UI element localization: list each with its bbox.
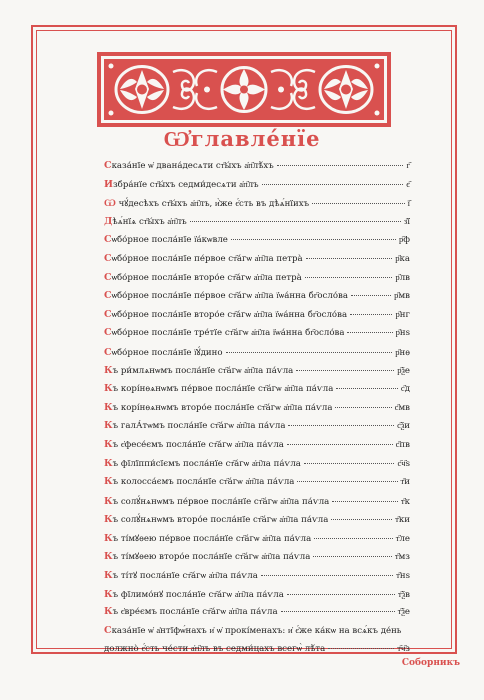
toc-entry-title bbox=[104, 550, 310, 562]
dot-leader bbox=[306, 257, 393, 259]
drop-initial: К bbox=[104, 476, 113, 488]
toc-page-number: г҃ bbox=[406, 161, 410, 171]
dot-leader bbox=[297, 480, 397, 482]
toc-entry-label: збра́нїе ст҃ы́хъ седми́десѧти а҆п҃лъ bbox=[112, 179, 259, 190]
toc-entry-title bbox=[104, 513, 328, 525]
toc-entry-title bbox=[104, 402, 332, 413]
drop-initial: К bbox=[104, 420, 113, 432]
toc-entry-title bbox=[104, 532, 311, 544]
footer-catchword: Соборникъ bbox=[401, 658, 460, 668]
toc-entry-label: каза́нїе ѡ҆ а҆нтїфѡ́нахъ и҆ ѡ҆ прокі́менахъ: и҆ є҆́же ка́кѡ на всѧ́къ де́нь bbox=[111, 625, 402, 636]
toc-entry-title bbox=[104, 476, 294, 487]
toc-entry[interactable] bbox=[104, 606, 410, 625]
toc-page-number: т҃ки bbox=[395, 515, 410, 526]
dot-leader bbox=[288, 424, 394, 426]
page-title: Ѡ҆главле́нїе bbox=[163, 126, 321, 151]
toc-entry-title bbox=[104, 439, 284, 450]
drop-initial: С bbox=[104, 308, 112, 320]
drop-initial: С bbox=[104, 327, 112, 339]
dot-leader bbox=[190, 220, 401, 222]
toc-entry-title bbox=[104, 606, 278, 617]
toc-entry[interactable] bbox=[104, 476, 410, 495]
drop-initial: К bbox=[104, 588, 113, 600]
toc-page-number: ї҃ bbox=[407, 199, 410, 210]
toc-page-number: т҃мз bbox=[394, 552, 410, 563]
dot-leader bbox=[314, 537, 392, 539]
toc-entry-title bbox=[104, 569, 258, 581]
toc-entry-title bbox=[104, 253, 303, 264]
toc-entry[interactable] bbox=[104, 179, 410, 198]
drop-initial: С bbox=[104, 346, 112, 358]
toc-entry-label: ъ фїлимо́нꙋ посла́нїе ст҃а́гѡ а҆п҃ла па́ѵла bbox=[112, 589, 284, 600]
drop-initial: К bbox=[104, 383, 113, 395]
toc-entry[interactable] bbox=[104, 402, 410, 421]
dot-leader bbox=[331, 518, 392, 520]
toc-entry[interactable] bbox=[104, 365, 410, 384]
toc-entry-label: ъ є҆вре́ємъ посла́нїе ст҃а́гѡ а҆п҃ла па́ѵла bbox=[112, 607, 278, 618]
toc-entry-label: чꙋ́десѣхъ ст҃ы́хъ а҆п҃лъ, и҆̀же є҆́сть въ дѣѧ́нїихъ bbox=[115, 199, 310, 210]
toc-page-number: с҃ѯи bbox=[397, 421, 410, 432]
drop-initial: К bbox=[104, 606, 113, 618]
dot-leader bbox=[332, 500, 398, 502]
dot-leader bbox=[231, 238, 396, 240]
toc-entry-label: ъ солꙋ́нѧнѡмъ второ́е посла́нїе ст҃а́гѡ а҆п҃ла па́ѵла bbox=[112, 515, 329, 526]
toc-page-number: р҃мв bbox=[394, 291, 410, 302]
toc-entry-label-continued: должно̀ є҆́сть че́сти а҆п҃лъ въ седми́цахъ всегѡ̀ лѣ́та bbox=[104, 644, 326, 655]
dot-leader bbox=[304, 462, 395, 464]
toc-page-number: р҃нг bbox=[395, 309, 410, 320]
toc-page-number: с҃ч҃ѕ bbox=[397, 458, 410, 469]
toc-entry-label: ъ корі́нѳѧнѡмъ пе́рвое посла́нїе ст҃а́гѡ а҆п҃ла па́ѵла bbox=[112, 384, 334, 395]
toc-entry-label: ѡбо́рное посла́нїе тре́тїе ст҃а́гѡ а҆п҃ла ї҆ѡа́нна бг҃осло́ва bbox=[111, 328, 345, 339]
toc-page-number: р҃нѕ bbox=[395, 328, 410, 339]
toc-entry[interactable] bbox=[104, 290, 410, 309]
dot-leader bbox=[328, 647, 394, 649]
toc-entry-title bbox=[104, 327, 344, 338]
toc-entry-title bbox=[104, 458, 301, 469]
toc-entry-title bbox=[104, 365, 293, 376]
toc-entry-label: ѡбо́рное посла́нїе второ́е ст҃а́гѡ а҆п҃ла петра̀ bbox=[111, 272, 302, 283]
toc-entry-label: ѡбо́рное посла́нїе ї҆а́кѡвле bbox=[111, 235, 228, 246]
dot-leader bbox=[351, 294, 391, 296]
toc-entry-title bbox=[104, 495, 329, 507]
toc-page-number: т҃нѕ bbox=[396, 571, 410, 582]
toc-entry-title bbox=[104, 216, 187, 227]
toc-page-number: т҃ч҃з bbox=[397, 644, 410, 655]
toc-entry[interactable] bbox=[104, 458, 410, 477]
drop-initial: К bbox=[104, 514, 113, 526]
toc-entry[interactable] bbox=[104, 234, 410, 253]
toc-page-number: т҃ле bbox=[395, 533, 410, 544]
dot-leader bbox=[312, 202, 405, 204]
dot-leader bbox=[261, 574, 393, 576]
toc-entry-title bbox=[104, 160, 274, 171]
toc-entry-title bbox=[104, 197, 309, 209]
dot-leader bbox=[335, 406, 391, 408]
toc-entry-title bbox=[104, 346, 223, 358]
toc-page-number: с҃д bbox=[400, 384, 410, 395]
dot-leader bbox=[296, 369, 394, 371]
toc-page-number: з҃ї bbox=[403, 216, 410, 227]
toc-entry-title bbox=[104, 309, 347, 320]
drop-initial: К bbox=[104, 401, 113, 413]
drop-initial: Ѡ bbox=[104, 198, 116, 210]
toc-entry-label: ъ галА́тѡмъ посла́нїе ст҃а́гѡ а҆п҃ла па́ѵла bbox=[112, 421, 286, 432]
toc-entry[interactable] bbox=[104, 216, 410, 235]
toc-entry-label: ъ солꙋ́нѧнѡмъ пе́рвое посла́нїе ст҃а́гѡ а҆п҃ла па́ѵла bbox=[112, 496, 330, 507]
toc-entry-label: ъ ті́тꙋ посла́нїе ст҃а́гѡ а҆п҃ла па́ѵла bbox=[112, 571, 258, 582]
toc-entry[interactable] bbox=[104, 383, 410, 402]
toc-entry[interactable] bbox=[104, 253, 410, 272]
dot-leader bbox=[350, 313, 392, 315]
toc-entry[interactable] bbox=[104, 327, 410, 346]
drop-initial: К bbox=[104, 364, 113, 376]
dot-leader bbox=[287, 593, 395, 595]
toc-entry-label: ъ колосса́ємъ посла́нїе ст҃а́гѡ а҆п҃ла па́ѵла bbox=[112, 477, 295, 488]
drop-initial: С bbox=[104, 160, 112, 171]
toc-entry-title bbox=[104, 420, 285, 431]
toc-entry-title bbox=[104, 588, 284, 600]
toc-entry[interactable] bbox=[104, 625, 410, 662]
dot-leader bbox=[287, 443, 393, 445]
toc-entry[interactable] bbox=[104, 569, 410, 588]
toc-entry[interactable] bbox=[104, 272, 410, 291]
toc-entry[interactable] bbox=[104, 197, 410, 216]
toc-page-number: т҃ѯв bbox=[398, 589, 410, 600]
toc-entry[interactable] bbox=[104, 439, 410, 458]
toc-entry[interactable] bbox=[104, 588, 410, 607]
toc-entry-label: каза́нїе ѡ҆ двана́десѧти ст҃ы́хъ а҆п҃лѣ́хъ bbox=[111, 161, 274, 171]
toc-page-number: т҃к bbox=[400, 496, 410, 507]
dot-leader bbox=[336, 387, 398, 389]
toc-entry-label: ѡбо́рное посла́нїе пе́рвое ст҃а́гѡ а҆п҃ла петра̀ bbox=[111, 253, 303, 264]
toc-entry-label: ъ ри́млѧнѡмъ посла́нїе ст҃а́гѡ а҆п҃ла па́ѵла bbox=[112, 365, 294, 376]
toc-entry-label: ъ ті́мꙋѳею пе́рвое посла́нїе ст҃а́гѡ а҆п҃ла па́ѵла bbox=[112, 533, 312, 544]
toc-entry-label: ѡбо́рное посла́нїе пе́рвое ст҃а́гѡ а҆п҃ла ї҆ѡа́нна бг҃осло́ва bbox=[111, 291, 348, 302]
toc-entry-label: ъ корі́нѳѧнѡмъ второ́е посла́нїе ст҃а́гѡ а҆п҃ла па́ѵла bbox=[112, 402, 333, 413]
toc-page-number: р҃лв bbox=[395, 272, 410, 283]
drop-initial: К bbox=[104, 570, 113, 582]
toc-page-number: р҃нѳ bbox=[395, 347, 410, 358]
table-of-contents bbox=[104, 160, 410, 662]
drop-initial: С bbox=[104, 271, 112, 283]
toc-entry-title bbox=[104, 234, 228, 245]
dot-leader bbox=[226, 351, 393, 353]
toc-entry[interactable] bbox=[104, 346, 410, 365]
toc-entry[interactable] bbox=[104, 420, 410, 439]
toc-entry[interactable] bbox=[104, 532, 410, 551]
toc-page-number: с҃мв bbox=[394, 402, 410, 413]
drop-initial: К bbox=[104, 457, 113, 469]
toc-page-number: т҃и bbox=[400, 477, 410, 488]
drop-initial: С bbox=[104, 252, 112, 264]
toc-entry[interactable] bbox=[104, 513, 410, 532]
toc-page-number: р҃ф bbox=[398, 235, 410, 246]
toc-entry-label: ъ фїлїппи́сїємъ посла́нїе ст҃а́гѡ а҆п҃ла па́ѵла bbox=[112, 458, 301, 469]
drop-initial: И bbox=[104, 178, 113, 190]
toc-entry-label: ѡбо́рное посла́нїе второ́е ст҃а́гѡ а҆п҃ла ї҆ѡа́нна бг҃осло́ва bbox=[111, 309, 348, 320]
toc-entry-title bbox=[104, 272, 302, 283]
toc-entry-title bbox=[104, 290, 348, 301]
dot-leader bbox=[313, 555, 392, 557]
toc-entry-title bbox=[104, 179, 259, 190]
drop-initial: К bbox=[104, 551, 113, 563]
drop-initial: С bbox=[104, 290, 112, 302]
dot-leader bbox=[305, 276, 393, 278]
toc-entry[interactable] bbox=[104, 160, 410, 179]
toc-entry-label: ъ є҆фесе́ємъ посла́нїе ст҃а́гѡ а҆п҃ла па́ѵла bbox=[112, 439, 284, 450]
toc-entry-label: ѡбо́рное посла́нїе ї҆ꙋ́дино bbox=[111, 347, 223, 358]
ornamental-headpiece bbox=[97, 52, 391, 127]
toc-page-number: є҃ bbox=[406, 179, 410, 190]
toc-entry-label: ѣѧ́нїѧ ст҃ы́хъ а҆п҃лъ bbox=[112, 216, 187, 227]
toc-entry[interactable] bbox=[104, 309, 410, 328]
toc-page-number: т҃ѯе bbox=[397, 607, 410, 618]
drop-initial: К bbox=[104, 438, 113, 450]
dot-leader bbox=[277, 164, 404, 166]
drop-initial: С bbox=[104, 624, 112, 636]
drop-initial: С bbox=[104, 234, 112, 246]
drop-initial: Д bbox=[104, 215, 113, 227]
toc-entry[interactable] bbox=[104, 550, 410, 569]
toc-page-number: с҃пв bbox=[395, 439, 410, 450]
toc-entry[interactable] bbox=[104, 495, 410, 514]
drop-initial: К bbox=[104, 532, 113, 544]
dot-leader bbox=[281, 610, 395, 612]
toc-page-number: р҃ка bbox=[395, 253, 410, 264]
dot-leader bbox=[347, 331, 392, 333]
toc-page-number: р҃ѯе bbox=[397, 365, 410, 376]
toc-entry-title bbox=[104, 383, 333, 394]
drop-initial: К bbox=[104, 495, 113, 507]
dot-leader bbox=[262, 183, 404, 185]
toc-entry-label: ъ ті́мꙋѳею второ́е посла́нїе ст҃а́гѡ а҆п҃ла па́ѵла bbox=[112, 552, 311, 563]
